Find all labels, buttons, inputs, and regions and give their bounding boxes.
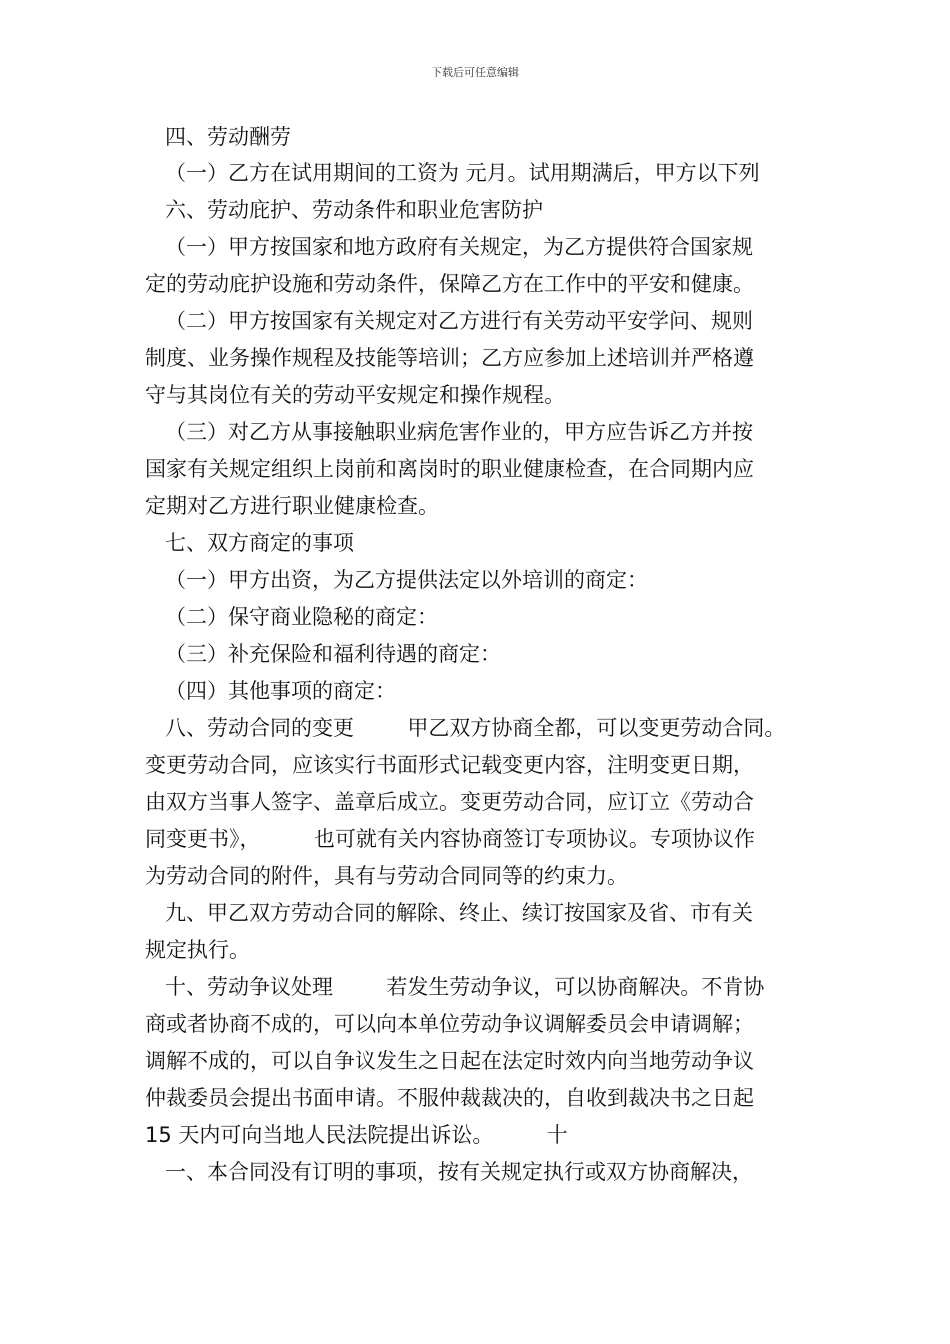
- text-line: （二）保守商业隐秘的商定：: [165, 605, 438, 629]
- text-line: 守与其岗位有关的劳动平安规定和操作规程。: [145, 383, 565, 407]
- text-line: 四、劳动酬劳: [165, 125, 291, 149]
- text-line: 八、劳动合同的变更 甲乙双方协商全都，可以变更劳动合同。: [165, 716, 786, 740]
- text-line: （四）其他事项的商定：: [165, 679, 396, 703]
- text-line: （三）补充保险和福利待遇的商定：: [165, 642, 501, 666]
- text-line: 同变更书》， 也可就有关内容协商签订专项协议。专项协议作: [145, 827, 755, 851]
- text-line: 由双方当事人签字、盖章后成立。变更劳动合同，应订立《劳动合: [145, 790, 754, 814]
- text-line: 为劳动合同的附件，具有与劳动合同同等的约束力。: [145, 864, 628, 888]
- text-line: 商或者协商不成的，可以向本单位劳动争议调解委员会申请调解；: [145, 1012, 754, 1036]
- text-line: （二）甲方按国家有关规定对乙方进行有关劳动平安学问、规则: [165, 309, 753, 333]
- text-line: （一）甲方出资，为乙方提供法定以外培训的商定：: [165, 568, 648, 592]
- text-line: （一）甲方按国家和地方政府有关规定，为乙方提供符合国家规: [165, 235, 753, 259]
- text-line: 国家有关规定组织上岗前和离岗时的职业健康检查，在合同期内应: [145, 457, 754, 481]
- text-line: 一、本合同没有订明的事项，按有关规定执行或双方协商解决，: [165, 1160, 753, 1184]
- text-line: （三）对乙方从事接触职业病危害作业的，甲方应告诉乙方并按: [165, 420, 753, 444]
- text-line: 规定执行。: [145, 938, 250, 962]
- text-line: 定的劳动庇护设施和劳动条件，保障乙方在工作中的平安和健康。: [145, 272, 754, 296]
- text-line: 七、双方商定的事项: [165, 531, 354, 555]
- page-header: 下载后可任意编辑: [431, 66, 519, 79]
- text-line: （一）乙方在试用期间的工资为 元月。试用期满后，甲方以下列: [165, 161, 760, 185]
- text-line: 调解不成的，可以自争议发生之日起在法定时效内向当地劳动争议: [145, 1049, 754, 1073]
- text-line: 变更劳动合同，应该实行书面形式记载变更内容，注明变更日期，: [145, 753, 754, 777]
- text-line: 六、劳动庇护、劳动条件和职业危害防护: [165, 198, 543, 222]
- text-line: 制度、业务操作规程及技能等培训；乙方应参加上述培训并严格遵: [145, 346, 754, 370]
- text-line: 仲裁委员会提出书面申请。不服仲裁裁决的，自收到裁决书之日起: [145, 1086, 754, 1110]
- text-line: 九、甲乙双方劳动合同的解除、终止、续订按国家及省、市有关: [165, 901, 753, 925]
- text-line: 十、劳动争议处理 若发生劳动争议，可以协商解决。不肯协: [165, 975, 765, 999]
- text-line: 定期对乙方进行职业健康检查。: [145, 494, 439, 518]
- text-line: 15 天内可向当地人民法院提出诉讼。 十: [145, 1123, 568, 1147]
